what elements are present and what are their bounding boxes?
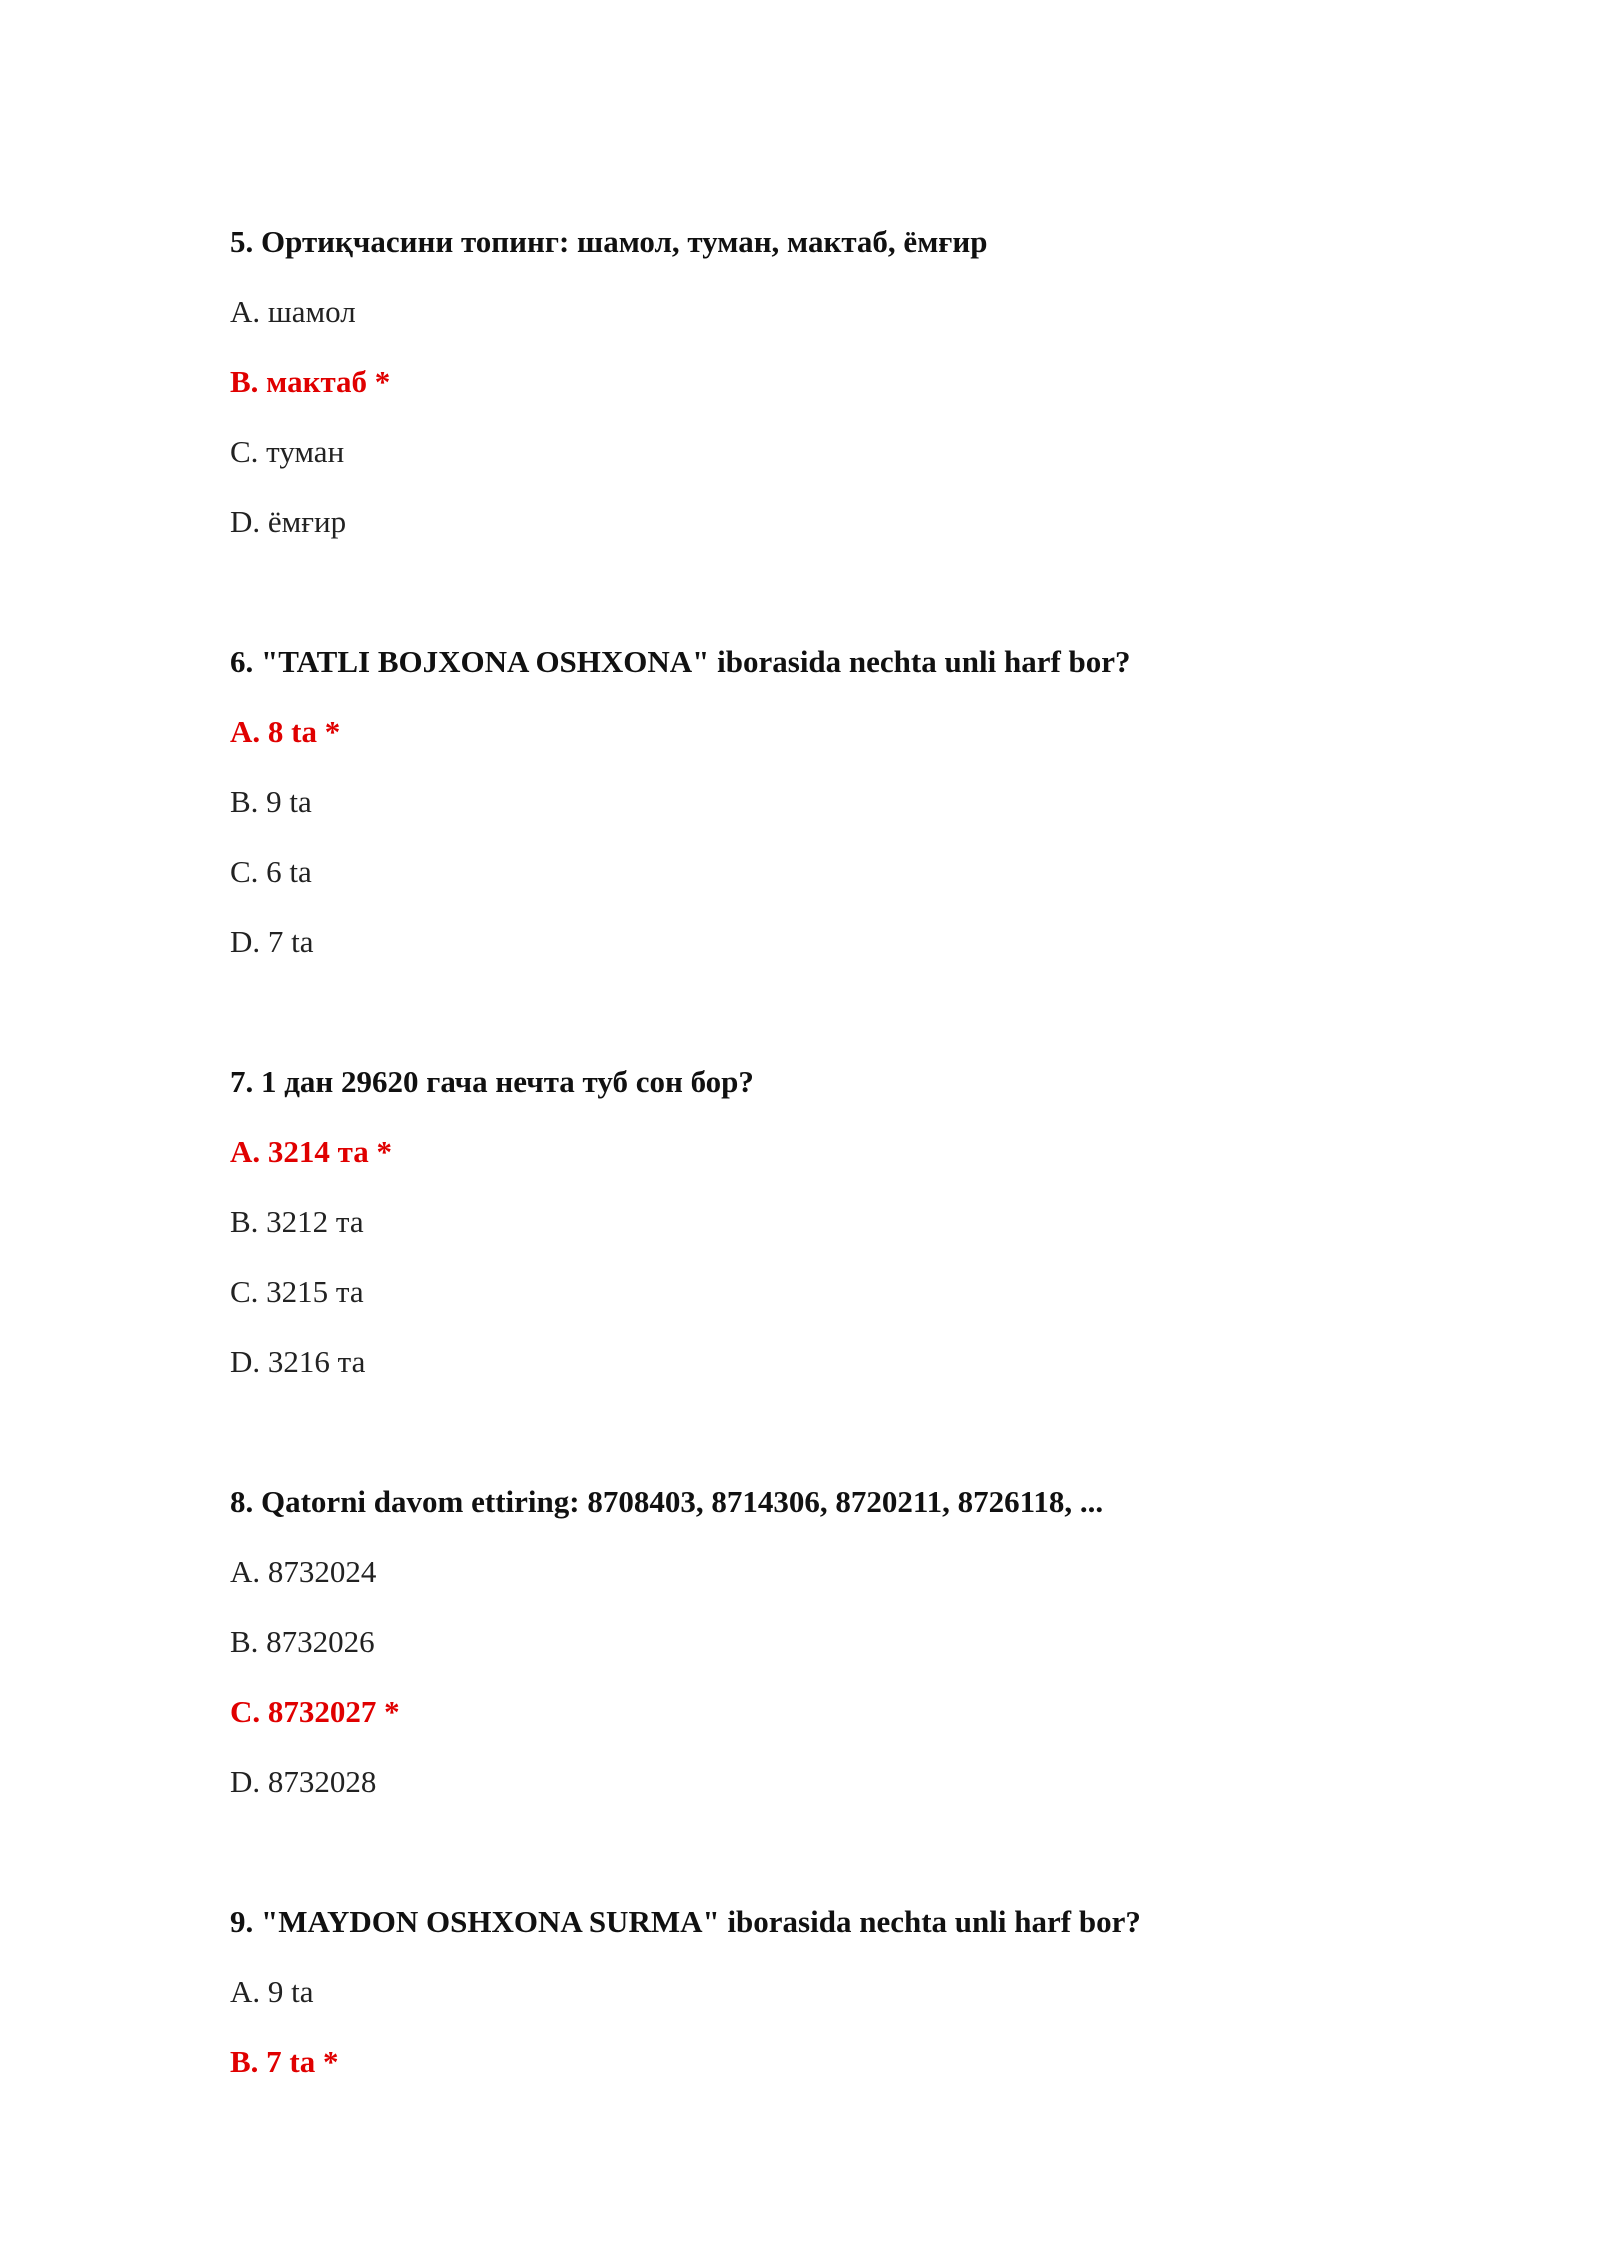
question-6-option-d: D. 7 ta: [230, 924, 314, 959]
question-5-option-c: C. туман: [230, 434, 345, 469]
question-7-option-a-correct: A. 3214 та *: [230, 1134, 392, 1169]
question-5-option-d: D. ёмғир: [230, 504, 347, 539]
question-8-text: 8. Qatorni davom ettiring: 8708403, 8714306, 8720211, 8726118, ...: [230, 1484, 1104, 1519]
question-7-option-c: C. 3215 та: [230, 1274, 364, 1309]
question-8-option-d: D. 8732028: [230, 1764, 377, 1799]
question-8-option-c-correct: C. 8732027 *: [230, 1694, 400, 1729]
question-9-text: 9. "MAYDON OSHXONA SURMA" iborasida nechta unli harf bor?: [230, 1904, 1141, 1939]
question-7-text: 7. 1 дан 29620 гача нечта туб сон бор?: [230, 1064, 754, 1099]
question-7-option-d: D. 3216 та: [230, 1344, 366, 1379]
question-6-option-b: B. 9 ta: [230, 784, 312, 819]
question-9-option-a: A. 9 ta: [230, 1974, 314, 2009]
question-6-option-c: C. 6 ta: [230, 854, 312, 889]
question-9-option-b-correct: B. 7 ta *: [230, 2044, 339, 2079]
question-6-option-a-correct: A. 8 ta *: [230, 714, 341, 749]
question-5-option-a: A. шамол: [230, 294, 356, 329]
question-5-option-b-correct: B. мактаб *: [230, 364, 391, 399]
question-7-option-b: B. 3212 та: [230, 1204, 364, 1239]
question-8-option-b: B. 8732026: [230, 1624, 375, 1659]
question-6-text: 6. "TATLI BOJXONA OSHXONA" iborasida nechta unli harf bor?: [230, 644, 1131, 679]
question-8-option-a: A. 8732024: [230, 1554, 377, 1589]
question-5-text: 5. Ортиқчасини топинг: шамол, туман, мактаб, ёмғир: [230, 224, 988, 259]
